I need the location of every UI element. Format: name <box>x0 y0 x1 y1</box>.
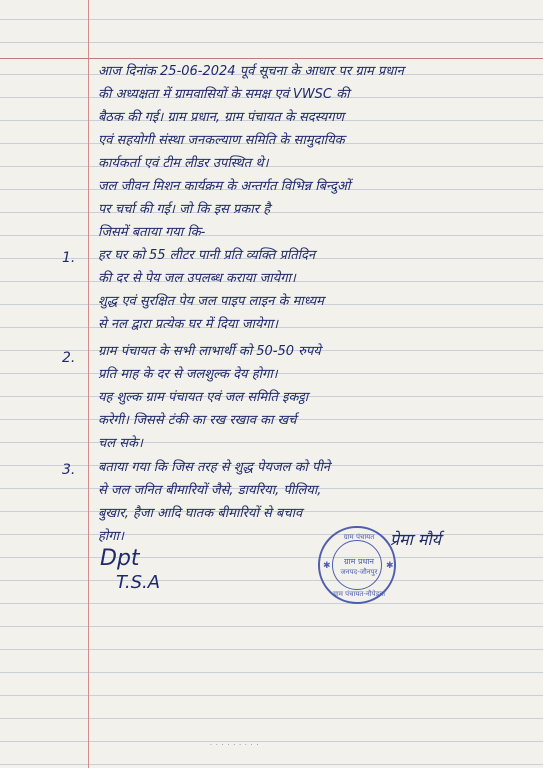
official-seal <box>318 526 396 604</box>
point-2-line-2: प्रति माह के दर से जलशुल्क देय होगा। <box>98 367 278 382</box>
star-icon: ✱ <box>323 561 331 571</box>
signature-left-title: T.S.A <box>116 572 161 593</box>
point-1-number: 1. <box>62 250 76 266</box>
intro-line-6: जल जीवन मिशन कार्यक्रम के अन्तर्गत विभिन्न बिन्दुओं <box>98 179 351 194</box>
seal-center-line-2: जनपद-जौनपुर <box>340 568 378 576</box>
point-3-line-1: बताया गया कि जिस तरह से शुद्ध पेयजल को पीने <box>98 460 331 475</box>
margin-line <box>88 0 89 768</box>
point-2-line-5: चल सके। <box>98 436 143 451</box>
point-2-number: 2. <box>62 350 76 366</box>
point-3-line-2: से जल जनित बीमारियों जैसे, डायरिया, पीलिया, <box>98 483 322 498</box>
point-2-line-3: यह शुल्क ग्राम पंचायत एवं जल समिति इकट्ठा <box>98 390 309 405</box>
seal-center-line-1: ग्राम प्रधान <box>344 557 374 566</box>
intro-line-3: बैठक की गई। ग्राम प्रधान, ग्राम पंचायत के सदस्यगण <box>98 110 344 125</box>
signature-left-mark: Dpt <box>100 546 140 571</box>
point-1-line-1: हर घर को 55 लीटर पानी प्रति व्यक्ति प्रतिदिन <box>98 248 316 263</box>
point-2-line-1: ग्राम पंचायत के सभी लाभार्थी को 50-50 रुपये <box>98 344 321 359</box>
intro-line-7: पर चर्चा की गई। जो कि इस प्रकार है <box>98 202 271 217</box>
point-1-line-2: की दर से पेय जल उपलब्ध कराया जायेगा। <box>98 271 296 286</box>
header-rule <box>0 58 543 59</box>
intro-line-8: जिसमें बताया गया कि- <box>98 225 206 240</box>
point-3-line-4: होगा। <box>98 529 124 544</box>
point-3-line-3: बुखार, हैजा आदि घातक बीमारियों से बचाव <box>98 506 303 521</box>
seal-top-text: ग्राम पंचायत <box>343 533 375 541</box>
intro-line-1: आज दिनांक 25-06-2024 पूर्व सूचना के आधार पर ग्राम प्रधान <box>98 64 404 79</box>
intro-line-5: कार्यकर्ता एवं टीम लीडर उपस्थित थे। <box>98 156 269 171</box>
star-icon: ✱ <box>386 561 394 571</box>
signature-right: प्रेमा मौर्य <box>390 530 441 549</box>
point-3-number: 3. <box>62 462 76 478</box>
point-1-line-4: से नल द्वारा प्रत्येक घर में दिया जायेगा। <box>98 317 279 332</box>
intro-line-4: एवं सहयोगी संस्था जनकल्याण समिति के सामुदायिक <box>98 133 345 148</box>
page-smudge: · · · · · · · · · <box>210 742 260 749</box>
point-2-line-4: करेगी। जिससे टंकी का रख रखाव का खर्च <box>98 413 297 428</box>
point-1-line-3: शुद्ध एवं सुरक्षित पेय जल पाइप लाइन के माध्यम <box>98 294 324 309</box>
seal-bottom-text: ग्राम पंचायत-नौपेडवा <box>332 590 386 598</box>
intro-line-2: की अध्यक्षता में ग्रामवासियों के समक्ष एवं VWSC की <box>98 87 350 102</box>
